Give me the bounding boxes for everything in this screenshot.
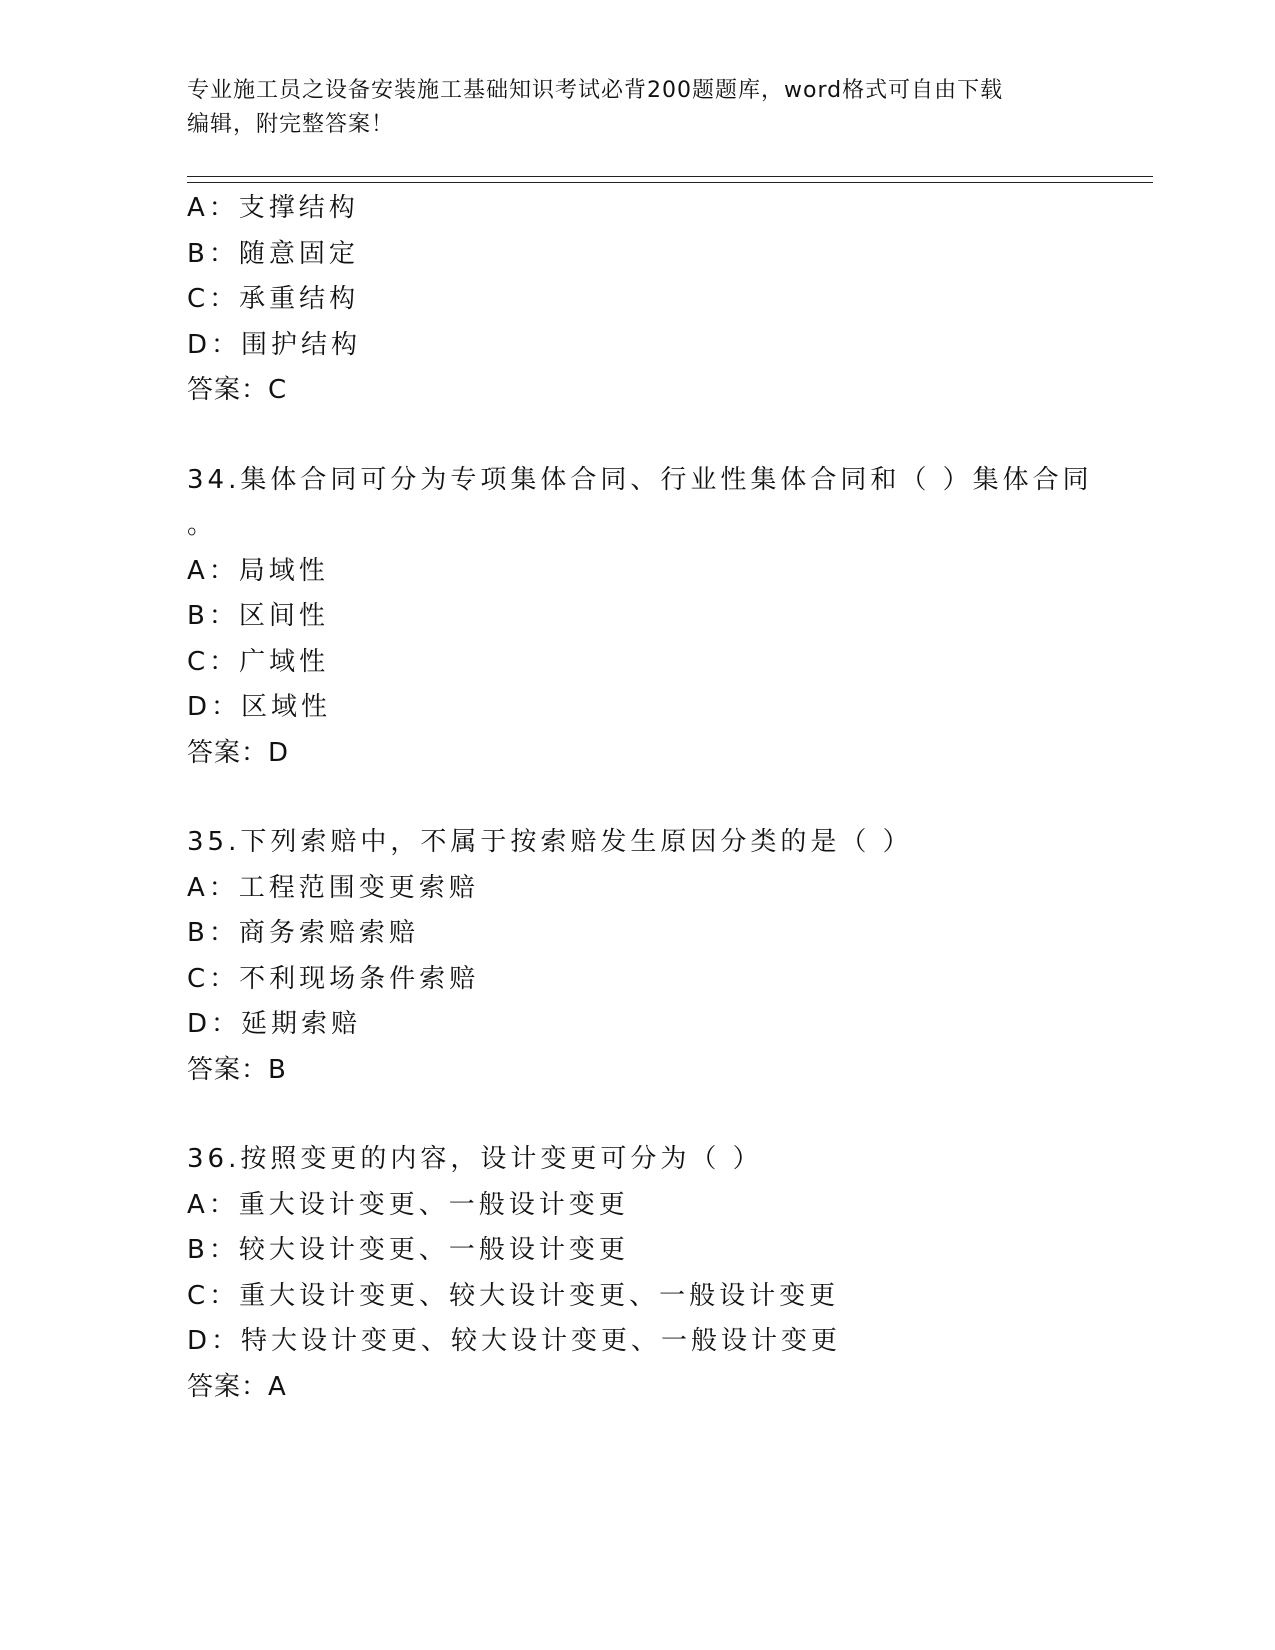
option-c: C：广域性	[187, 646, 330, 677]
question-block-33	[187, 186, 1087, 414]
question-text: 36.按照变更的内容，设计变更可分为（ ）	[187, 1144, 763, 1174]
header-divider-bottom	[187, 182, 1153, 183]
answer-line: 答案：C	[187, 375, 288, 405]
document-header	[187, 74, 1087, 142]
header-title-line-2: 编辑，附完整答案！	[187, 112, 395, 137]
block-spacer	[187, 1093, 1087, 1137]
header-title-line-1: 专业施工员之设备安装施工基础知识考试必背200题题库，word格式可自由下载	[187, 78, 1004, 103]
option-c: C：重大设计变更、较大设计变更、一般设计变更	[187, 1280, 840, 1311]
option-d: D：围护结构	[187, 329, 362, 360]
question-list	[187, 186, 1093, 1410]
question-block-34	[187, 458, 1093, 777]
option-b: B：随意固定	[187, 238, 359, 269]
option-c: C：不利现场条件索赔	[187, 963, 480, 994]
question-text-continuation: 。	[187, 510, 218, 540]
answer-line: 答案：B	[187, 1054, 287, 1085]
option-d: D：延期索赔	[187, 1009, 362, 1039]
option-b: B：区间性	[187, 601, 329, 631]
option-a: A：重大设计变更、一般设计变更	[187, 1189, 629, 1220]
answer-line: 答案：A	[187, 1371, 287, 1402]
question-block-35	[187, 820, 1087, 1093]
answer-line: 答案：D	[187, 737, 290, 768]
option-d: D：区域性	[187, 692, 332, 722]
option-b: B：较大设计变更、一般设计变更	[187, 1235, 629, 1265]
block-spacer	[187, 776, 1087, 820]
header-divider-top	[187, 176, 1153, 177]
question-text: 35.下列索赔中，不属于按索赔发生原因分类的是（ ）	[187, 827, 913, 857]
block-spacer	[187, 414, 1087, 458]
question-text: 34.集体合同可分为专项集体合同、行业性集体合同和（ ）集体合同	[187, 464, 1093, 495]
option-a: A：局域性	[187, 555, 329, 586]
option-a: A：支撑结构	[187, 193, 359, 223]
option-c: C：承重结构	[187, 284, 360, 314]
option-b: B：商务索赔索赔	[187, 918, 419, 948]
question-block-36	[187, 1137, 1087, 1410]
option-d: D：特大设计变更、较大设计变更、一般设计变更	[187, 1326, 842, 1356]
option-a: A：工程范围变更索赔	[187, 872, 479, 903]
